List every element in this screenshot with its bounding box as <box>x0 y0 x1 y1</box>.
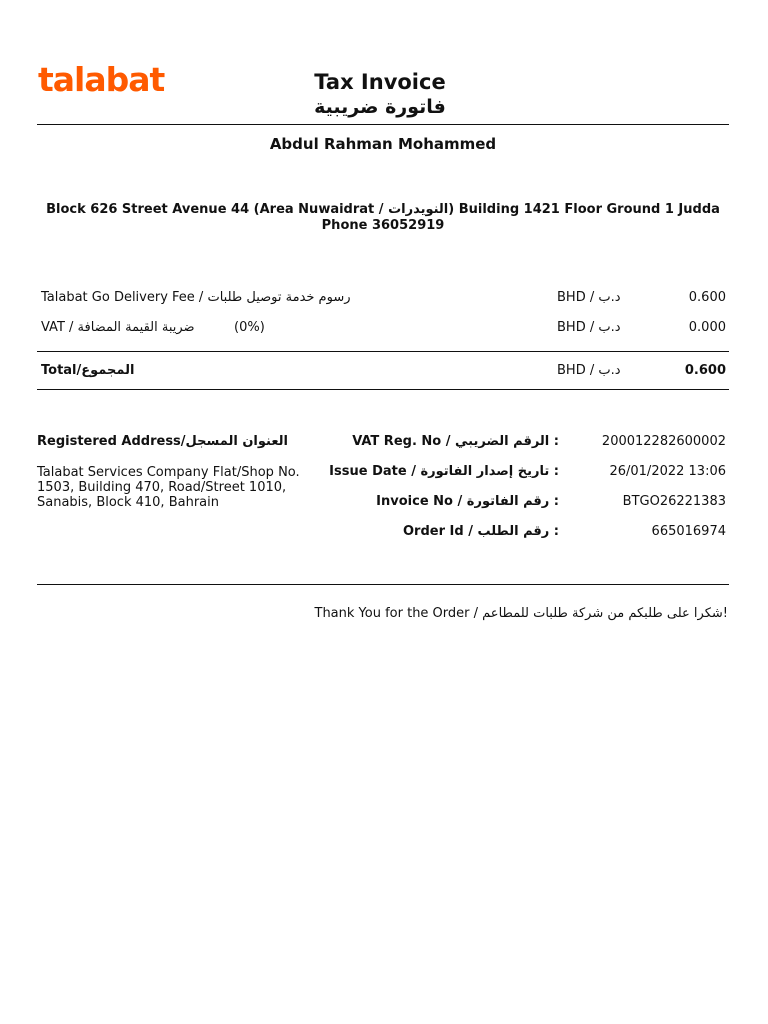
total-label: Total/المجموع <box>41 363 135 378</box>
line-item-currency: BHD / د.ب <box>557 320 621 335</box>
address-line: Block 626 Street Avenue 44 (Area Nuwaidrat / النويدرات) Building 1421 Floor Ground 1 Judda <box>46 202 720 217</box>
invoice-no-value: BTGO26221383 <box>622 494 726 509</box>
customer-name: Abdul Rahman Mohammed <box>269 135 497 153</box>
issue-date-value: 26/01/2022 13:06 <box>609 464 726 479</box>
total-top-divider <box>37 351 729 352</box>
order-id-label: Order Id / رقم الطلب : <box>403 524 559 539</box>
vat-rate: (0%) <box>234 320 265 335</box>
talabat-logo: talabat <box>38 60 165 99</box>
line-item-currency: BHD / د.ب <box>557 290 621 305</box>
registered-address: Talabat Services Company Flat/Shop No. 1503, Building 470, Road/Street 1010, Sanabis, Block 410, Bahrain <box>37 465 300 510</box>
order-id-value: 665016974 <box>651 524 726 539</box>
header-divider <box>37 124 729 125</box>
issue-date-label: Issue Date / تاريخ إصدار الفاتورة : <box>329 464 559 479</box>
line-item-label: Talabat Go Delivery Fee / رسوم خدمة توصيل طلبات <box>41 290 351 305</box>
line-item-label: VAT / ضريبة القيمة المضافة <box>41 320 195 335</box>
customer-address <box>37 202 729 234</box>
total-currency: BHD / د.ب <box>557 363 621 378</box>
line-item-amount: 0.000 <box>688 320 726 335</box>
footer-divider <box>37 584 729 585</box>
vat-reg-label: VAT Reg. No / الرقم الضريبي : <box>352 434 559 449</box>
total-bottom-divider <box>37 389 729 390</box>
invoice-no-label: Invoice No / رقم الفاتورة : <box>376 494 559 509</box>
phone-line: Phone 36052919 <box>321 218 445 233</box>
invoice-title-arabic: فاتورة ضريبية <box>314 96 446 118</box>
thank-you-note: Thank You for the Order / شكرا على طلبكم من شركة طلبات للمطاعم! <box>314 606 728 621</box>
total-amount: 0.600 <box>684 363 726 378</box>
invoice-title: Tax Invoice <box>314 70 446 94</box>
line-item-amount: 0.600 <box>688 290 726 305</box>
registered-address-title: Registered Address/العنوان المسجل <box>37 434 289 449</box>
vat-reg-value: 200012282600002 <box>601 434 726 449</box>
